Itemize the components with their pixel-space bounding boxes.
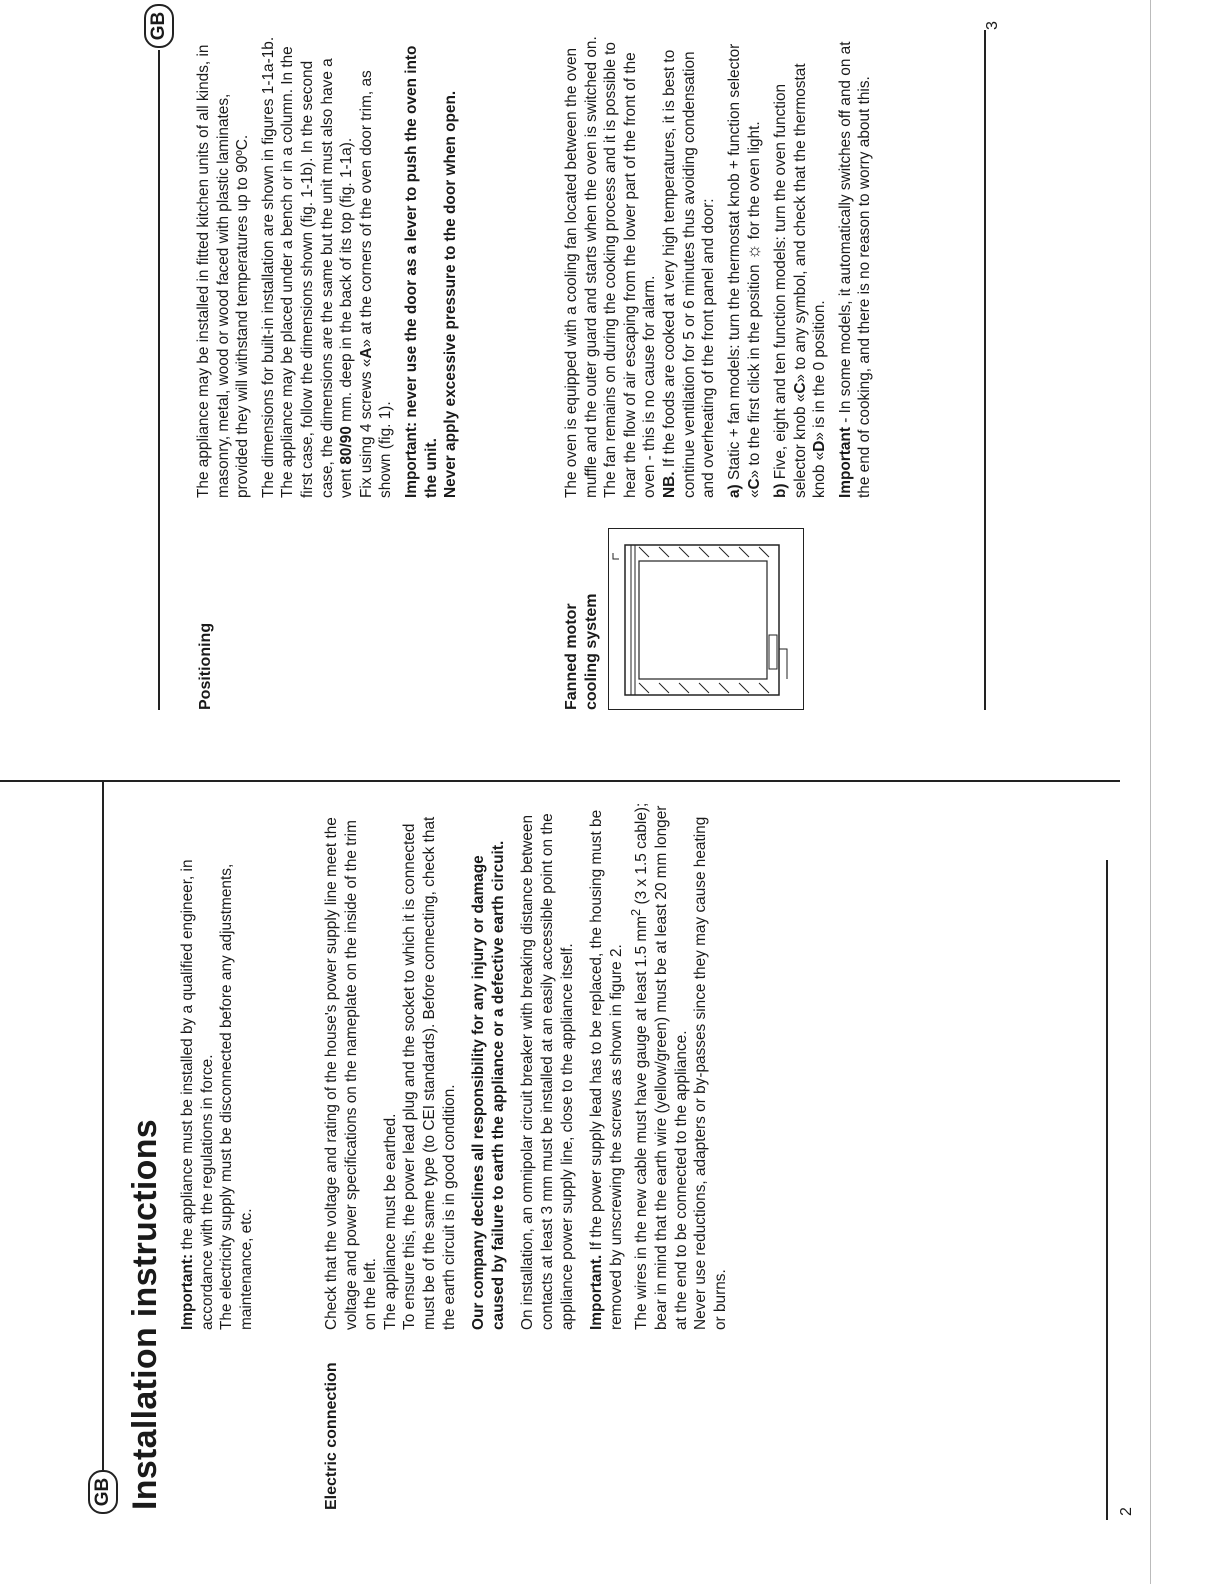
right-page [138, 10, 1001, 770]
diagram-airflow-arrow [779, 649, 787, 679]
header-rule-row-right [144, 11, 174, 770]
pos-paragraph-3-pre: Fix using 4 screws « [357, 358, 375, 498]
intro-paragraph-2: The electricity supply must be disconnected before any adjustments, maintenance, etc. [218, 863, 255, 1330]
header-rule [102, 780, 104, 1470]
page-edge-line [1150, 0, 1151, 1584]
country-badge-right: GB [144, 4, 174, 48]
fan-label-line1: Fanned motor [563, 603, 580, 710]
ec-bold-notice: Our company declines all responsibility for any injury or damage caused by failure to earth the appliance or a defective earth circuit. [470, 840, 507, 1330]
ec-paragraph-2: The appliance must be earthed. [381, 1113, 399, 1330]
fan-paragraph-2: The fan remains on during the cooking process and it is possible to hear the flow of air escaping from the lower part of the front of the oven - this is no cause for alarm. [602, 42, 659, 498]
pos-important-2: Never apply excessive pressure to the door when open. [442, 90, 460, 498]
ec-paragraph-4: On installation, an omnipolar circuit breaker with breaking distance between contacts at least 3 mm must be installed at an easily accessible point on the appliance power supply line, close to the appliance itself. [519, 813, 576, 1330]
fan-a-text-pre: Static + fan models: turn the thermostat knob + function selector « [725, 43, 764, 498]
pos-important-1: Important: never use the door as a lever to push the oven into the unit. [402, 45, 440, 498]
fan-section [562, 28, 881, 498]
fan-b-text-post: » is in the 0 position. [811, 300, 829, 441]
header-rule-row [88, 780, 118, 1520]
fan-a-label: a) [725, 484, 743, 498]
positioning-label: Positioning [197, 622, 214, 710]
fan-label [562, 530, 602, 710]
fan-b-text-mid: » to any symbol, and check that the thermostat knob « [791, 63, 829, 498]
diagram-oven-muffle [639, 561, 767, 679]
country-badge: GB [88, 1470, 118, 1514]
ec-paragraph-5-post: (3 x 1.5 cable); bear in mind that the earth wire (yellow/green) must be at least 20 mm longer at the end to be connected to the appliance. [633, 802, 690, 1330]
fan-a-text-post: » to the first click in the position [746, 260, 764, 479]
left-page [82, 760, 1182, 1520]
fan-paragraph-1: The oven is equipped with a cooling fan located between the oven muffle and the outer guard and starts when the oven is switched on. [563, 36, 600, 498]
ec-paragraph-3: To ensure this, the power lead plug and the socket to which it is connected must be of the same type (to CEI standards). Before connecting, check that the earth circuit is in good condition. [401, 816, 458, 1330]
pos-screw-letter: A [357, 347, 375, 359]
pos-paragraph-3-post: » at the corners of the oven door trim, as shown (fig. 1). [357, 70, 395, 498]
page-title: Installation instructions [126, 1119, 164, 1510]
diagram-outlet-arrow [613, 553, 619, 559]
footer-rule-right [984, 30, 986, 710]
diagram-oven-body [625, 545, 779, 695]
electric-connection-section [322, 800, 736, 1330]
intro-important-label: Important: [179, 1253, 196, 1330]
ec-paragraph-5-sup: 2 [628, 908, 644, 916]
cooling-fan-diagram [608, 528, 804, 710]
fan-important-text: - In some models, it automatically switches off and on at the end of cooking, and there is no reason to worry about this. [836, 41, 874, 498]
intro-section [178, 810, 262, 1330]
fan-label-line2: cooling system [583, 593, 600, 710]
fan-important-label: Important [836, 427, 854, 498]
ec-paragraph-6: Never use reductions, adapters or by-passes since they may cause heating or burns. [692, 816, 729, 1330]
fan-nb-label: NB. [660, 471, 678, 498]
fan-b-label: b) [771, 483, 789, 498]
fan-b-knob-c: C [791, 382, 809, 394]
header-rule-right [158, 50, 160, 710]
diagram-fan [769, 635, 777, 669]
footer-rule [1106, 860, 1108, 1520]
pos-paragraph-2: The dimensions for built-in installation are shown in figures 1-1a-1b. The appliance may be placed under a bench or in a column. In the first case, follow the dimensions shown (fig. 1-1b). In the second case, the dimensions are the same but the unit must also have a vent [259, 36, 356, 498]
fan-nb-text: If the foods are cooked at very high temperatures, it is best to continue ventilation for 5 or 6 minutes thus avoiding condensation and overheating of the front panel and door: [660, 49, 718, 498]
ec-paragraph-1: Check that the voltage and rating of the house's power supply line meet the voltage and power specifications on the nameplate on the inside of the trim on the left. [323, 817, 380, 1330]
positioning-section [194, 33, 467, 498]
pos-vent-size: 80/90 [338, 426, 356, 465]
ec-important-label: Important. [588, 1254, 606, 1330]
pos-paragraph-1: The appliance may be installed in fitted kitchen units of all kinds, in masonry, metal, wood or wood faced with plastic laminates, provided they will withstand temperatures up to 90ºC. [195, 44, 252, 498]
electric-connection-label: Electric connection [323, 1362, 340, 1510]
fan-b-knob-d: D [811, 440, 829, 452]
oven-light-icon: ☼ [743, 243, 764, 261]
intro-important-text: the appliance must be installed by a qualified engineer, in accordance with the regulations in force. [179, 859, 216, 1330]
ec-paragraph-5-pre: The wires in the new cable must have gauge at least 1.5 mm [633, 915, 651, 1330]
diagram-insulation-hatch [639, 547, 769, 693]
fan-a-knob-letter: C [746, 478, 764, 490]
ec-important-text: If the power supply lead has to be replaced, the housing must be removed by unscrewing the screws as shown in figure 2. [588, 809, 625, 1330]
page-number-right: 3 [984, 21, 1001, 30]
page-fold-line [0, 780, 1120, 782]
page-number: 2 [1118, 1507, 1135, 1516]
pos-paragraph-2-end: mm. deep in the back of its top (fig. 1-1a). [338, 137, 356, 427]
fan-b-text-pre: Five, eight and ten function models: turn the oven function selector knob « [771, 83, 809, 498]
fan-a-text-end: for the oven light. [746, 121, 764, 244]
